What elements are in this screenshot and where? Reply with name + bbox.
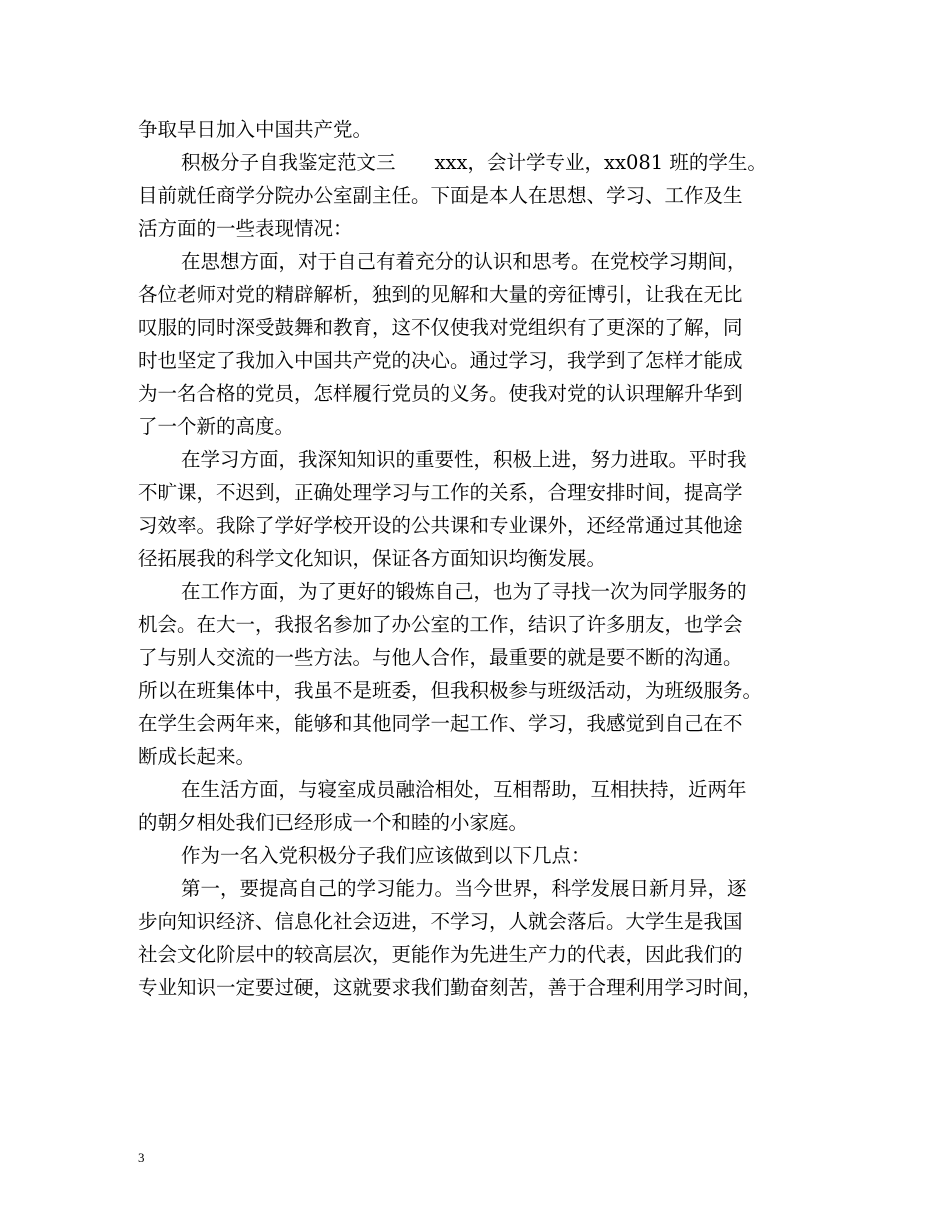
text-line: 专业知识一定要过硬，这就要求我们勤奋刻苦，善于合理利用学习时间，: [138, 976, 763, 999]
text-line: 在学习方面，我深知知识的重要性，积极上进，努力进取。平时我: [181, 448, 747, 471]
text-line: 在思想方面，对于自己有着充分的认识和思考。在党校学习期间，: [181, 250, 747, 273]
text-line: 所以在班集体中，我虽不是班委，但我积极参与班级活动，为班级服务。: [138, 679, 763, 702]
text-line: 在学生会两年来，能够和其他同学一起工作、学习，我感觉到自己在不: [138, 712, 743, 735]
text-line: 目前就任商学分院办公室副主任。下面是本人在思想、学习、工作及生: [138, 184, 743, 207]
text-line: 在生活方面，与寝室成员融洽相处，互相帮助，互相扶持，近两年: [181, 778, 747, 801]
text-line: 的朝夕相处我们已经形成一个和睦的小家庭。: [138, 811, 529, 834]
text-line: 第一，要提高自己的学习能力。当今世界，科学发展日新月异，逐: [181, 877, 747, 900]
text-line: 步向知识经济、信息化社会迈进，不学习，人就会落后。大学生是我国: [138, 910, 743, 933]
text-line: 不旷课，不迟到，正确处理学习与工作的关系，合理安排时间，提高学: [138, 481, 743, 504]
text-line: 各位老师对党的精辟解析，独到的见解和大量的旁征博引，让我在无比: [138, 283, 743, 306]
text-line: 活方面的一些表现情况：: [138, 217, 353, 240]
text-line: 叹服的同时深受鼓舞和教育，这不仅使我对党组织有了更深的了解，同: [138, 316, 743, 339]
text-line: 习效率。我除了学好学校开设的公共课和专业课外，还经常通过其他途: [138, 514, 743, 537]
text-line: 机会。在大一，我报名参加了办公室的工作，结识了许多朋友，也学会: [138, 613, 743, 636]
body-text: [138, 113, 838, 1004]
text-line: 社会文化阶层中的较高层次，更能作为先进生产力的代表，因此我们的: [138, 943, 743, 966]
text-line: 了一个新的高度。: [138, 415, 295, 438]
text-line: 了与别人交流的一些方法。与他人合作，最重要的就是要不断的沟通。: [138, 646, 743, 669]
text-line: 在工作方面，为了更好的锻炼自己，也为了寻找一次为同学服务的: [181, 580, 747, 603]
text-line: 时也坚定了我加入中国共产党的决心。通过学习，我学到了怎样才能成: [138, 349, 743, 372]
page-number: 3: [138, 1150, 145, 1165]
text-line: 断成长起来。: [138, 745, 256, 768]
text-line: 作为一名入党积极分子我们应该做到以下几点：: [181, 844, 591, 867]
text-line: 争取早日加入中国共产党。: [138, 118, 373, 141]
text-line: 径拓展我的科学文化知识，保证各方面知识均衡发展。: [138, 547, 607, 570]
text-line: 积极分子自我鉴定范文三 xxx，会计学专业，xx081 班的学生。: [181, 151, 767, 174]
text-line: 为一名合格的党员，怎样履行党员的义务。使我对党的认识理解升华到: [138, 382, 743, 405]
